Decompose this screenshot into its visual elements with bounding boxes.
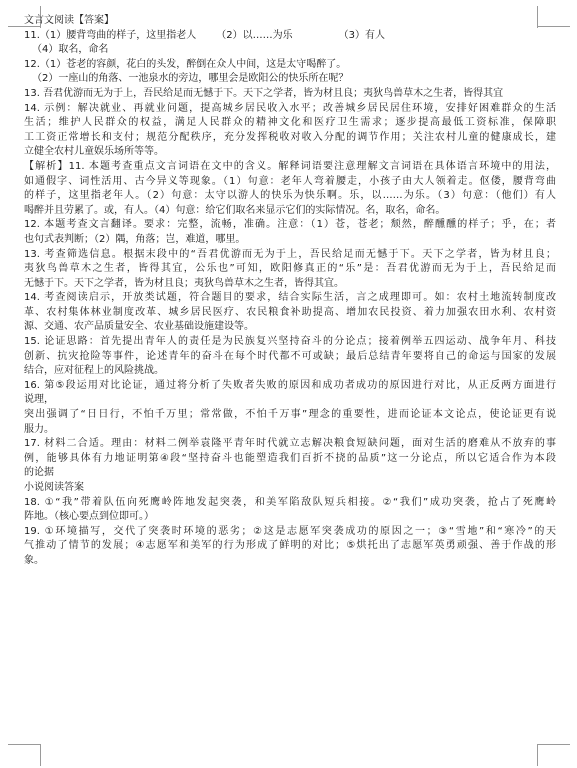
text-line: 创新、抗灾抢险等事件，论述青年的奋斗在每个时代都不可或缺；最后总结青年要将自己的命运与国家的发展 — [24, 350, 556, 362]
subsection-title: 小说阅读答案 — [24, 482, 84, 493]
crop-mark-bottom-left-h — [8, 744, 41, 745]
text-line: 如通假字、词性活用、古今异义等现象。（1）句意：老年人弯着腰走，小孩子由大人领着走。伛偻，腰背弯曲 — [24, 175, 556, 187]
text-line: 【解析】11. 本题考查重点文言词语在文中的含义。解释词语要注意理解文言词语在具体语言环境中的用法， — [24, 160, 556, 172]
text-line: 生活；维护人民群众的权益，满足人民群众的精神文化和医疗卫生需求；逐步提高最低工资标准，保障职 — [24, 117, 556, 129]
text-line: 12. 本题考查文言翻译。要求：完整，流畅，准确。注意：（1）苍，苍老；颓然，醉醺醺的样子；乎，在；者 — [24, 219, 556, 231]
crop-mark-bottom-left-v — [40, 744, 41, 766]
text-line: 17. 材料二合适。理由：材料二例举袁隆平青年时代就立志解决粮食短缺问题，面对生活的磨难从不放弃的事 — [24, 438, 556, 450]
text-line: 工工资正常增长和支付；规范分配秩序，充分发挥税收对收入分配的调节作用；关注农村儿童的健康成长，建 — [24, 131, 556, 143]
text-line: 气推动了情节的发展；④志愿军和美军的行为形成了鲜明的对比；⑤烘托出了志愿军英勇顽强、善于作战的形 — [24, 540, 556, 552]
text-line: 14. 示例：解决就业、再就业问题，提高城乡居民收入水平；改善城乡居民居住环境，安排好困难群众的生活 — [24, 102, 556, 114]
text-line: 无憾于下。天下之学者，皆为材且良；夷狄鸟兽草木之生者，皆得其宜。 — [24, 277, 344, 289]
text-line: 说理， — [24, 394, 54, 406]
text-line: 13. 考查筛选信息。根据末段中的“吾君优游而无为于上，吾民给足而无憾于下。天下之学者，皆为材且良； — [24, 248, 556, 260]
text-line: 突出强调了“日日行，不怕千万里；常常做，不怕千万事”理念的重要性，进而论证本文论点，使论证更有说 — [24, 409, 556, 421]
answer-11-part-1: （1）腰背弯曲的样子，这里指老人 — [39, 29, 197, 41]
text-line: 的样子，这里指老年人。（2）句意：太守以游人的快乐为快乐啊。乐，以……为乐。（3）句意：（他们）有人 — [24, 190, 556, 202]
text-line: （2）一座山的角落、一池泉水的旁边，哪里会是欧阳公的快乐所在呢？ — [32, 73, 349, 85]
text-line: 14. 考查阅读启示，开放类试题，符合题目的要求，结合实际生活，言之成理即可。如：农村土地流转制度改 — [24, 292, 556, 304]
text-line: 夷狄鸟兽草木之生者，皆得其宜，公乐也”可知，欧阳修真正的“乐”是：吾君优游而无为于上，吾民给足而 — [24, 263, 556, 275]
text-line: 13. 吾君优游而无为于上，吾民给足而无憾于下。天下之学者，皆为材且良；夷狄鸟兽草木之生者，皆得其宜 — [24, 87, 504, 99]
text-line: 喝醉并且劳累了。或，有人。（4）句意：给它们取名来显示它们的实际情况。名，取名，命名。 — [24, 204, 446, 216]
answer-11-part-2: （2）以……为乐 — [216, 29, 293, 41]
answer-11-part-3: （3）有人 — [338, 29, 386, 41]
text-line: 源、交通、农产品质量安全、农业基础设施建设等。 — [24, 321, 254, 333]
answer-11-part-4: （4）取名，命名 — [32, 44, 109, 56]
text-line: 12.（1）苍老的容颜，花白的头发，醉倒在众人中间，这是太守喝醉了。 — [24, 58, 347, 70]
section-title: 文言文阅读【答案】 — [24, 15, 114, 26]
text-line: 15. 论证思路：首先提出青年人的责任是为民族复兴坚持奋斗的分论点；接着例举五四运动、战争年月、科技 — [24, 336, 556, 348]
text-line: 19. ①环境描写，交代了突袭时环境的恶劣；②这是志愿军突袭成功的原因之一；③“雪地”和“寒冷”的天 — [24, 525, 556, 537]
answer-11-number: 11. — [24, 29, 40, 41]
text-line: 18. ①“我”带着队伍向死鹰岭阵地发起突袭，和美军陷敌队短兵相接。②“我们”成功突袭，抢占了死鹰岭 — [24, 496, 556, 508]
text-line: 的论据 — [24, 467, 54, 479]
crop-mark-bottom-right-v — [537, 744, 538, 766]
text-line: 例，能够具体有力地证明第④段“坚持奋斗也能塑造我们百折不挠的品质”这一分论点，所以它适合作为本段 — [24, 452, 556, 464]
text-line: 也句式表判断；（2）隅，角落；岂，难道，哪里。 — [24, 233, 246, 245]
text-line: 立健全农村儿童娱乐场所等等。 — [24, 146, 164, 158]
crop-mark-bottom-right-h — [537, 744, 570, 745]
text-line: 革、农村集体林业制度改革、城乡居民医疗、农民粮食补助提高、增加农民投资、着力加强农田水利、农村资 — [24, 306, 556, 318]
text-line: 服力。 — [24, 423, 54, 435]
text-line: 16. 第⑤段运用对比论证，通过将分析了失败者失败的原因和成功者成功的原因进行对比，从正反两方面进行 — [24, 379, 556, 391]
text-line: 象。 — [24, 554, 44, 566]
answer-document — [24, 14, 556, 569]
text-line: 阵地。（核心要点到位即可。） — [24, 511, 154, 523]
answer-11 — [24, 29, 556, 44]
text-line: 结合，应对征程上的风险挑战。 — [24, 365, 164, 377]
